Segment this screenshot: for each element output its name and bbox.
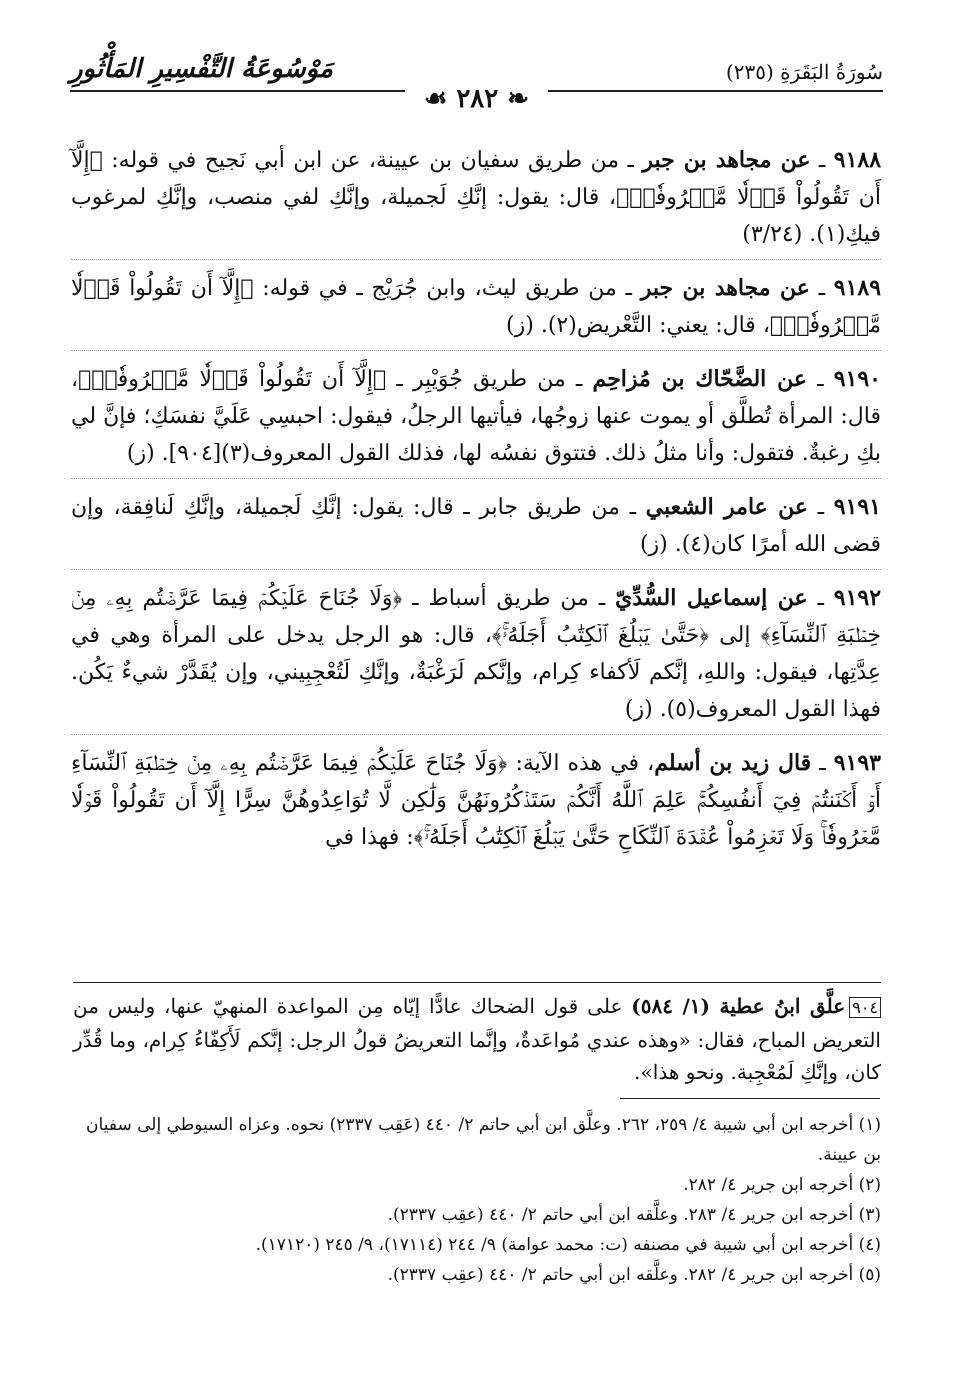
footnote: (١) أخرجه ابن أبي شيبة ٤/ ٢٥٩، ٢٦٢. وعلَّق ابن أبي حاتم ٢/ ٤٤٠ (عَقِب ٢٣٣٧) نحوه. وعزاه السيوطي إلى سفيان بن عيينة. bbox=[86, 1115, 881, 1165]
comment-text: على قول الضحاك عادًّا إيّاه مِن المواعدة المنهيّ عنها، وليس من التعريض المباح، فقال: «وهذه عندي مُواعَدةٌ، وإنَّما التعريضُ قولُ الرجل: إنَّكم لَأَكِفّاءُ كِرام، وما قُدِّر كان، وإنَّكِ لَمُعْجِبة. ونحو هذا». bbox=[73, 994, 881, 1084]
hadith-entry: ٩١٩٣ ـ قال زيد بن أسلم، في هذه الآية: ﴿وَلَا جُنَاحَ عَلَيۡكُمۡ فِيمَا عَرَّضۡتُم بِهِۦ مِنۡ خِطۡبَةِ ٱلنِّسَآءِ أَوۡ أَكۡنَنتُمۡ فِيٓ أَنفُسِكُمۡۚ عَلِمَ ٱللَّهُ أَنَّكُمۡ سَتَذۡكُرُونَهُنَّ وَلَٰكِن لَّا تُوَاعِدُوهُنَّ سِرًّا إِلَّآ أَن تَقُولُواْ قَوۡلٗا مَّعۡرُوفٗاۚ وَلَا تَعۡزِمُواْ عُقۡدَةَ ٱلنِّكَاحِ حَتَّىٰ يَبۡلُغَ ٱلۡكِتَٰبُ أَجَلَهُۥۚ﴾: فهذا في bbox=[71, 750, 881, 850]
hadith-entry: ٩١٨٩ ـ عن مجاهد بن جبر ـ من طريق ليث، وابن جُرَيْج ـ في قوله: ﴿إِلَّآ أَن تَقُولُواْ قَوۡلٗا مَّعۡرُوفٗاۚ﴾، قال: يعني: التَّعْريض(٢). (ز) bbox=[71, 270, 881, 351]
footnote: (٢) أخرجه ابن جرير ٤/ ٢٨٢. bbox=[683, 1175, 881, 1195]
footnote: (٥) أخرجه ابن جرير ٤/ ٢٨٢. وعلَّقه ابن أبي حاتم ٢/ ٤٤٠ (عقِب ٢٣٣٧). bbox=[387, 1265, 881, 1285]
commentary-box bbox=[73, 990, 881, 1088]
hadith-entry: ٩١٩٢ ـ عن إسماعيل السُّدِّيّ ـ من طريق أسباط ـ ﴿وَلَا جُنَاحَ عَلَيۡكُمۡ فِيمَا عَرَّضۡتُم بِهِۦ مِنۡ خِطۡبَةِ ٱلنِّسَآءِ﴾ إلى ﴿حَتَّىٰ يَبۡلُغَ ٱلۡكِتَٰبُ أَجَلَهُۥۚ﴾، قال: هو الرجل يدخل على المرأة وهي في عِدَّتِها، فيقول: واللهِ، إنَّكم لَأكفاء كِرام، وإنَّكم لَرَغْبَةٌ، وإنَّكِ لَتُعْجِبِيني، وإن يُقَدَّرْ شيءٌ يَكُن. فهذا القول المعروف(٥). (ز) bbox=[71, 580, 881, 735]
page-header bbox=[70, 54, 883, 114]
entry-narrator: عن الضَّحّاك بن مُزاحِم bbox=[592, 366, 807, 392]
comment-divider bbox=[73, 982, 881, 983]
entry-number: ٩١٩٢ bbox=[833, 585, 882, 611]
entry-text: ـ من طريق سفيان بن عيينة، عن ابن أبي نَجيح في قوله: ﴿إِلَّآ أَن تَقُولُواْ قَوۡلٗا مَّعۡرُوفٗاۚ﴾، قال: يقول: إنَّكِ لَجميلة، وإنَّكِ لفي منصب، وإنَّكِ لمرغوب فيكِ(١). (٣/٢٤) bbox=[71, 148, 881, 247]
ornament-icon: ☙ bbox=[423, 84, 457, 114]
entry-number: ٩١٨٩ bbox=[833, 275, 882, 301]
entry-narrator: عن مجاهد بن جبر bbox=[642, 147, 811, 173]
entry-text: ـ من طريق جابر ـ قال: يقول: إنَّكِ لَجميلة، وإنَّكِ لَنافِقة، وإن قضى الله أمرًا كان(٤). (ز) bbox=[71, 495, 881, 557]
entry-narrator: عن مجاهد بن جبر bbox=[640, 275, 810, 301]
entry-narrator: عن عامر الشعبي bbox=[645, 494, 808, 520]
entry-text: ـ من طريق ليث، وابن جُرَيْج ـ في قوله: ﴿إِلَّآ أَن تَقُولُواْ قَوۡلٗا مَّعۡرُوفٗاۚ﴾، قال: يعني: التَّعْريض(٢). (ز) bbox=[71, 276, 881, 338]
comment-title: علَّق ابنُ عطية (١/ ٥٨٤) bbox=[631, 994, 846, 1018]
entry-text: ـ من طريق أسباط ـ ﴿وَلَا جُنَاحَ عَلَيۡكُمۡ فِيمَا عَرَّضۡتُم بِهِۦ مِنۡ خِطۡبَةِ ٱلنِّسَآءِ﴾ إلى ﴿حَتَّىٰ يَبۡلُغَ ٱلۡكِتَٰبُ أَجَلَهُۥۚ﴾، قال: هو الرجل يدخل على المرأة وهي في عِدَّتِها، فيقول: واللهِ، إنَّكم لَأكفاء كِرام، وإنَّكم لَرَغْبَةٌ، وإنَّكِ لَتُعْجِبِيني، وإن يُقَدَّرْ شيءٌ يَكُن. فهذا القول المعروف(٥). (ز) bbox=[71, 586, 881, 722]
ornament-icon: ❧ bbox=[498, 84, 530, 114]
footnote: (٣) أخرجه ابن جرير ٤/ ٢٨٣. وعلَّقه ابن أبي حاتم ٢/ ٤٤٠ (عقِب ٢٣٣٧). bbox=[387, 1205, 881, 1225]
entry-narrator: قال زيد بن أسلم bbox=[654, 750, 812, 776]
surah-title: سُورَةُ البَقَرَةِ (٢٣٥) bbox=[725, 60, 883, 84]
main-content bbox=[71, 142, 881, 872]
entry-number: ٩١٩١ bbox=[833, 494, 881, 520]
page-number: ❧ ٢٨٢ ☙ bbox=[423, 84, 530, 114]
footnotes bbox=[73, 1110, 881, 1290]
entry-number: ٩١٨٨ bbox=[833, 147, 882, 173]
comment-tag: ٩٠٤ bbox=[849, 997, 881, 1018]
hadith-entry: ٩١٩٠ ـ عن الضَّحّاك بن مُزاحِم ـ من طريق جُوَيْبِر ـ ﴿إِلَّآ أَن تَقُولُواْ قَوۡلٗا مَّعۡرُوفٗاۚ﴾، قال: المرأة تُطلَّق أو يموت عنها زوجُها، فيأتيها الرجلُ، فيقول: احبسِي عَلَيَّ نفسَكِ؛ فإنَّ لي بكِ رغبةٌ. فتقول: وأنا مثلُ ذلك. فتتوق نفسُه لها، فذلك القول المعروف(٣)[٩٠٤]. (ز) bbox=[71, 361, 881, 479]
book-title: مَوْسُوعَةُ التَّفْسِيرِ المَأْثُورِ bbox=[70, 54, 333, 84]
entry-number: ٩١٩٣ bbox=[833, 750, 881, 776]
entry-text: ـ من طريق جُوَيْبِر ـ ﴿إِلَّآ أَن تَقُولُواْ قَوۡلٗا مَّعۡرُوفٗاۚ﴾، قال: المرأة تُطلَّق أو يموت عنها زوجُها، فيأتيها الرجلُ، فيقول: احبسِي عَلَيَّ نفسَكِ؛ فإنَّ لي بكِ رغبةٌ. فتقول: وأنا مثلُ ذلك. فتتوق نفسُه لها، فذلك القول المعروف(٣)[٩٠٤]. (ز) bbox=[71, 367, 881, 466]
footnote: (٤) أخرجه ابن أبي شيبة في مصنفه (ت: محمد عوامة) ٩/ ٢٤٤ (١٧١١٤)، ٩/ ٢٤٥ (١٧١٢٠). bbox=[255, 1235, 881, 1255]
hadith-entry: ٩١٨٨ ـ عن مجاهد بن جبر ـ من طريق سفيان بن عيينة، عن ابن أبي نَجيح في قوله: ﴿إِلَّآ أَن تَقُولُواْ قَوۡلٗا مَّعۡرُوفٗاۚ﴾، قال: يقول: إنَّكِ لَجميلة، وإنَّكِ لفي منصب، وإنَّكِ لمرغوب فيكِ(١). (٣/٢٤) bbox=[71, 142, 881, 260]
footnote-divider bbox=[620, 1098, 880, 1099]
entry-text: ، في هذه الآية: ﴿وَلَا جُنَاحَ عَلَيۡكُمۡ فِيمَا عَرَّضۡتُم بِهِۦ مِنۡ خِطۡبَةِ ٱلنِّسَآءِ أَوۡ أَكۡنَنتُمۡ فِيٓ أَنفُسِكُمۡۚ عَلِمَ ٱللَّهُ أَنَّكُمۡ سَتَذۡكُرُونَهُنَّ وَلَٰكِن لَّا تُوَاعِدُوهُنَّ سِرًّا إِلَّآ أَن تَقُولُواْ قَوۡلٗا مَّعۡرُوفٗاۚ وَلَا تَعۡزِمُواْ عُقۡدَةَ ٱلنِّكَاحِ حَتَّىٰ يَبۡلُغَ ٱلۡكِتَٰبُ أَجَلَهُۥۚ﴾: فهذا في bbox=[71, 751, 881, 850]
entry-number: ٩١٩٠ bbox=[833, 366, 881, 392]
entry-narrator: عن إسماعيل السُّدِّيّ bbox=[615, 585, 808, 611]
hadith-entry: ٩١٩١ ـ عن عامر الشعبي ـ من طريق جابر ـ قال: يقول: إنَّكِ لَجميلة، وإنَّكِ لَنافِقة، وإن قضى الله أمرًا كان(٤). (ز) bbox=[71, 489, 881, 570]
